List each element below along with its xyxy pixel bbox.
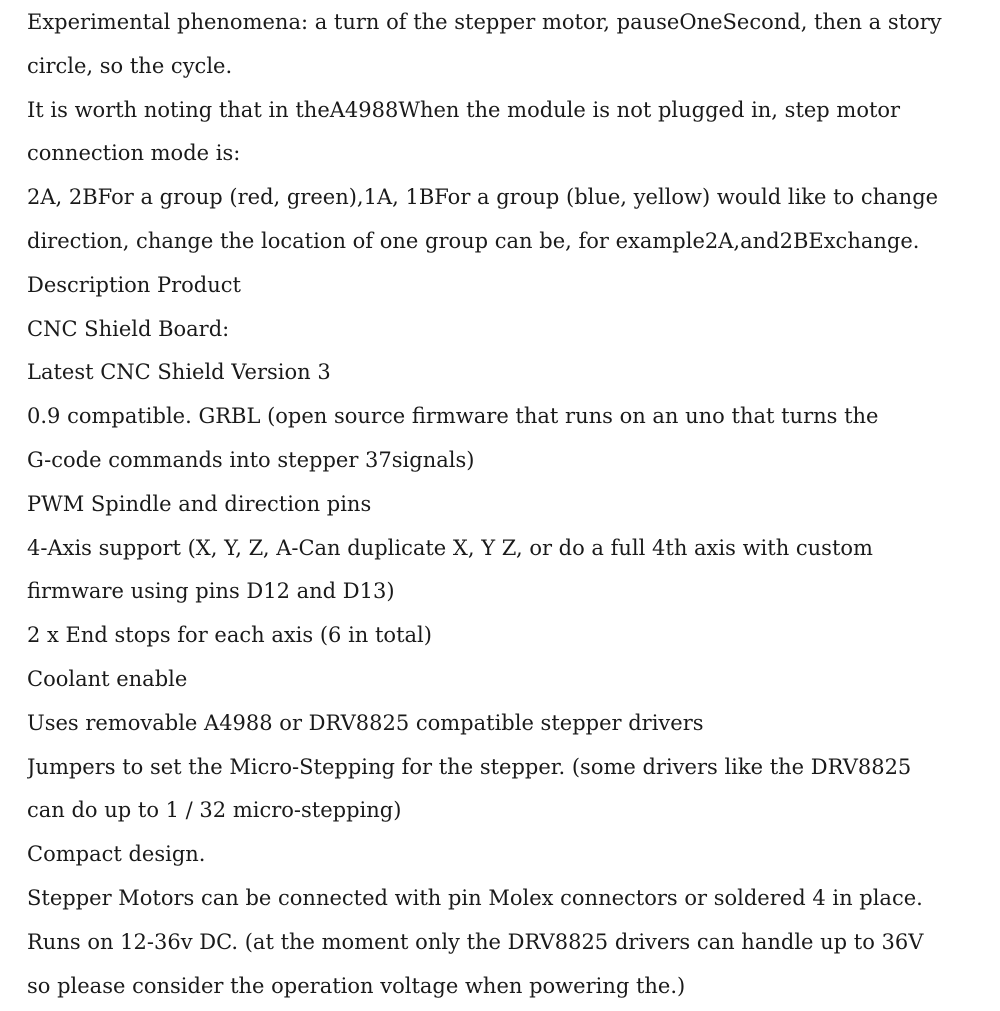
- text-line: CNC Shield Board:: [27, 316, 230, 341]
- text-line: Uses removable A4988 or DRV8825 compatible stepper drivers: [27, 710, 704, 735]
- text-line: 0.9 compatible. GRBL (open source firmware that runs on an uno that turns the: [27, 404, 879, 429]
- text-line: 4-Axis support (X, Y, Z, A-Can duplicate X, Y Z, or do a full 4th axis with custom: [27, 535, 873, 560]
- text-line: circle, so the cycle.: [27, 53, 233, 78]
- text-line: Runs on 12-36v DC. (at the moment only the DRV8825 drivers can handle up to 36V: [27, 929, 924, 954]
- text-line: Experimental phenomena: a turn of the stepper motor, pauseOneSecond, then a story: [27, 10, 942, 34]
- text-line: 2A, 2BFor a group (red, green),1A, 1BFor a group (blue, yellow) would like to change: [27, 185, 939, 210]
- text-line: can do up to 1 / 32 micro-stepping): [27, 798, 402, 823]
- text-line: Stepper Motors can be connected with pin Molex connectors or soldered 4 in place.: [27, 885, 923, 910]
- text-line: 2 x End stops for each axis (6 in total): [27, 623, 432, 648]
- document-text: [27, 1, 987, 1008]
- text-line: firmware using pins D12 and D13): [27, 579, 395, 604]
- text-line: Jumpers to set the Micro-Stepping for the stepper. (some drivers like the DRV8825: [27, 754, 912, 779]
- text-line: It is worth noting that in theA4988When the module is not plugged in, step motor: [27, 97, 901, 122]
- text-line: Coolant enable: [27, 666, 188, 691]
- text-line: Description Product: [27, 272, 241, 297]
- text-line: connection mode is:: [27, 141, 241, 166]
- text-line: G-code commands into stepper 37signals): [27, 447, 475, 472]
- text-line: PWM Spindle and direction pins: [27, 491, 372, 516]
- text-line: Latest CNC Shield Version 3: [27, 360, 331, 385]
- text-line: direction, change the location of one group can be, for example2A,and2BExchange.: [27, 228, 920, 253]
- text-line: so please consider the operation voltage when powering the.): [27, 973, 686, 998]
- text-line: Compact design.: [27, 842, 206, 867]
